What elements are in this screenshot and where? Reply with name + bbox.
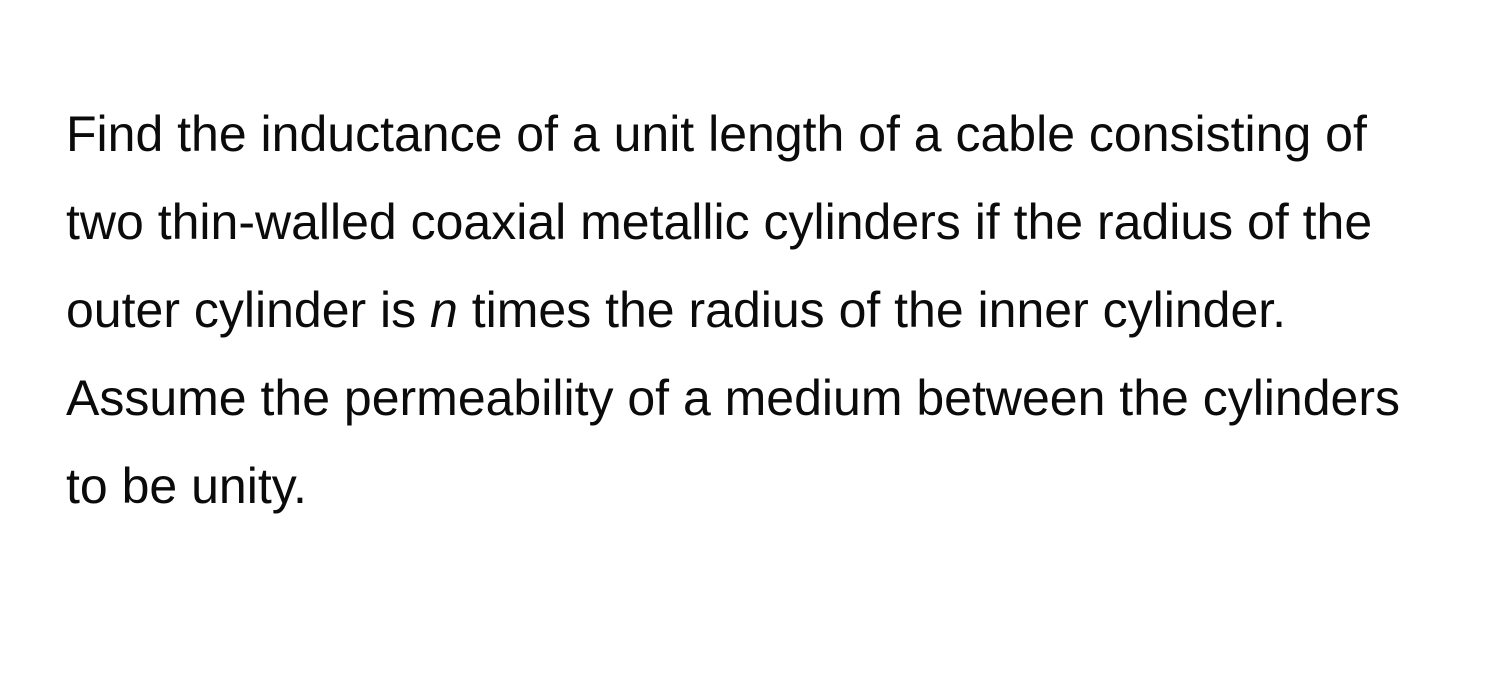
variable-n: n: [430, 282, 458, 338]
problem-text-start: Find the inductance of a unit length of a cable consisting of two thin-walled coaxial metallic cylinders if the radius of the outer cylinder is: [66, 106, 1373, 338]
problem-text-end: times the radius of the inner cylinder. Assume the permeability of a medium between the cylinders to be unity.: [66, 282, 1400, 514]
problem-statement: [66, 90, 1446, 530]
